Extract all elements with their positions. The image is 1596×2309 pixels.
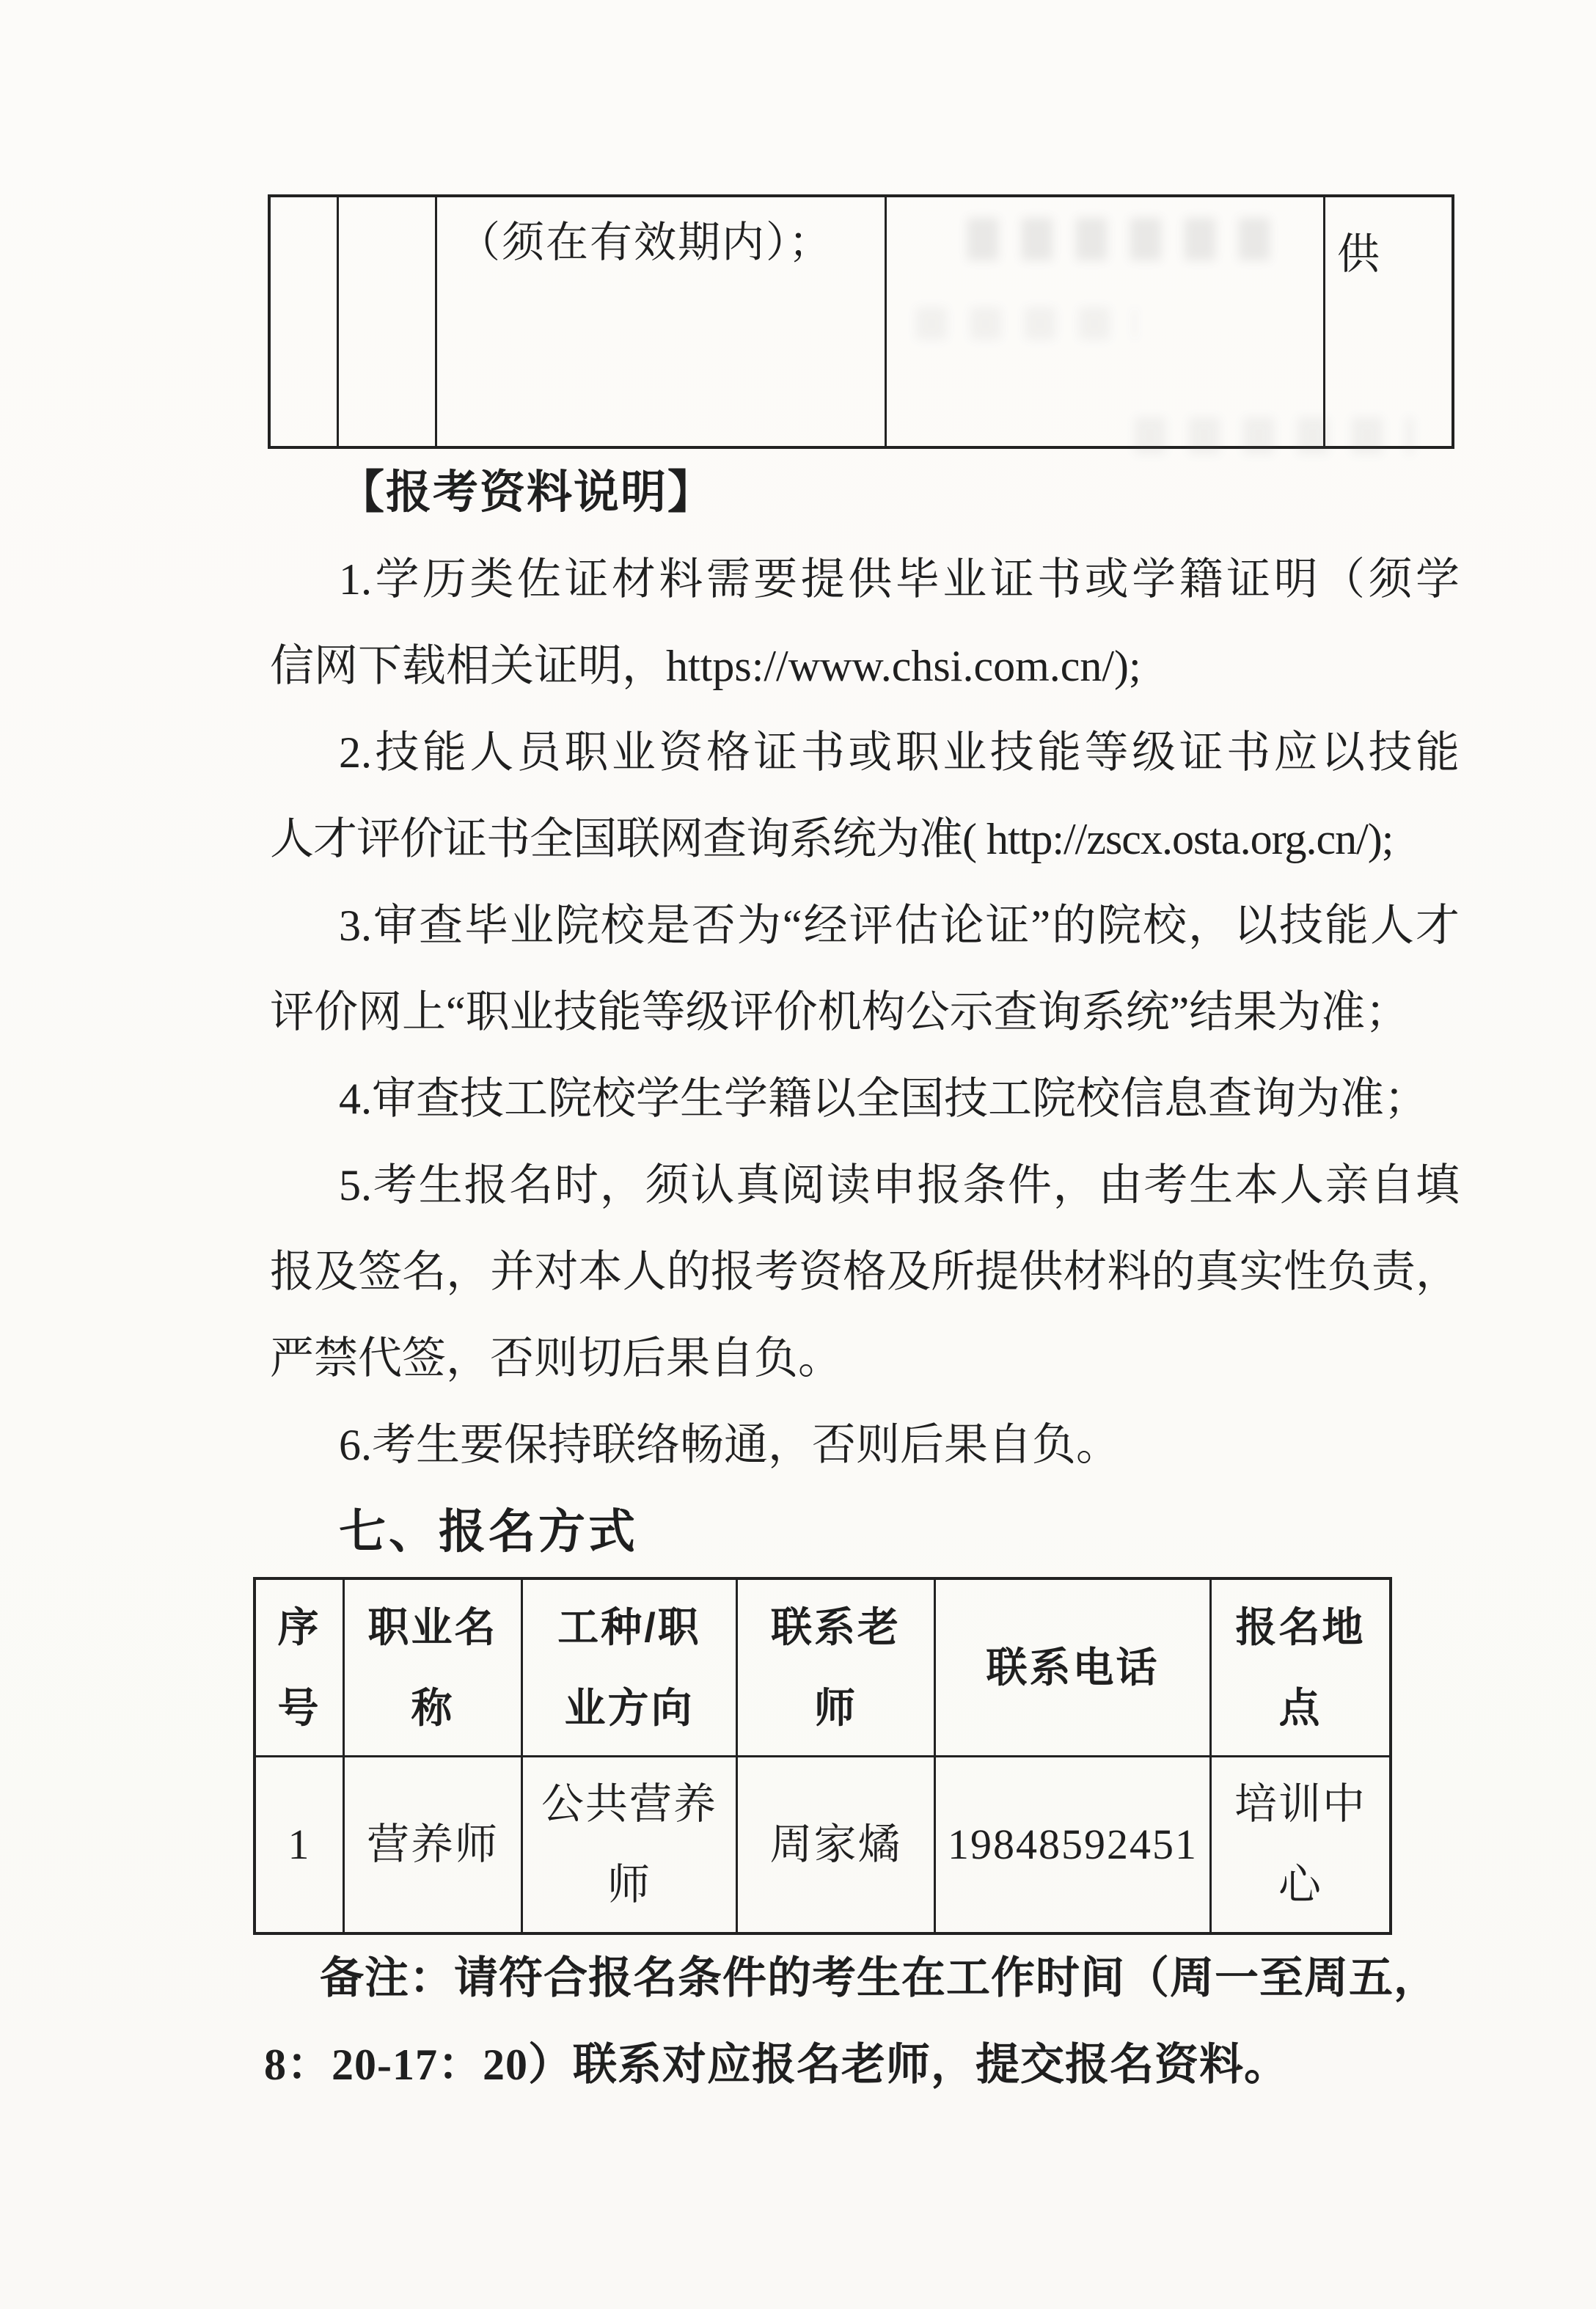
header-line: 职业名	[367, 1603, 498, 1650]
cell-value: 营养师	[366, 1821, 499, 1868]
header-cell-phone	[934, 1580, 1209, 1755]
gong-text: 供	[1337, 230, 1380, 278]
header-line: 序	[277, 1603, 321, 1650]
header-line: 报名地	[1235, 1603, 1366, 1650]
document-body	[270, 450, 1460, 1575]
body-line-11: 6.考生要保持联络畅通，否则后果自负。	[339, 1421, 1120, 1469]
cell-occupation	[343, 1757, 521, 1932]
header-line: 联系老	[771, 1603, 901, 1650]
remark-note	[264, 1935, 1467, 2108]
bleedthrough-smudge	[967, 218, 1283, 260]
body-line-9: 报及签名，并对本人的报考资格及所提供材料的真实性负责，	[270, 1248, 1460, 1296]
signup-section-heading: 七、报名方式	[339, 1505, 638, 1558]
cell-value: 心	[1278, 1861, 1322, 1909]
cell-value: 1	[288, 1821, 311, 1868]
header-line: 称	[411, 1684, 455, 1731]
header-cell-location	[1209, 1580, 1389, 1755]
body-line-8: 5.考生报名时，须认真阅读申报条件，由考生本人亲自填	[339, 1161, 1460, 1210]
header-line: 号	[277, 1684, 321, 1731]
partial-requirements-table	[268, 194, 1454, 449]
body-line-3: 2.技能人员职业资格证书或职业技能等级证书应以技能	[339, 728, 1460, 777]
table-cell-validity	[435, 197, 885, 446]
header-cell-teacher	[736, 1580, 934, 1755]
signup-table-data-row	[256, 1757, 1389, 1932]
cell-phone	[934, 1757, 1209, 1932]
cell-value: 公共营养	[541, 1780, 717, 1828]
remark-line-2: 8：20-17：20）联系对应报名老师，提交报名资料。	[264, 2041, 1289, 2089]
table-cell-empty-2	[337, 197, 435, 446]
body-line-1: 1.学历类佐证材料需要提供毕业证书或学籍证明（须学	[339, 555, 1460, 604]
table-cell-empty-1	[271, 197, 337, 446]
cell-location	[1209, 1757, 1389, 1932]
header-cell-occupation	[343, 1580, 521, 1755]
header-cell-no	[256, 1580, 343, 1755]
remark-line-1: 备注：请符合报名条件的考生在工作时间（周一至周五，	[320, 1954, 1438, 2002]
header-cell-direction	[521, 1580, 736, 1755]
cell-value: 19848592451	[948, 1821, 1198, 1868]
table-cell-empty-3	[885, 197, 1323, 446]
body-line-6: 评价网上“职业技能等级评价机构公示查询系统”结果为准；	[270, 988, 1410, 1036]
header-line: 师	[814, 1684, 857, 1731]
validity-text: （须在有效期内）；	[458, 219, 833, 266]
bleedthrough-smudge	[916, 307, 1136, 340]
body-line-7: 4.审查技工院校学生学籍以全国技工院校信息查询为准；	[339, 1075, 1428, 1123]
cell-value: 培训中	[1234, 1780, 1366, 1828]
signup-table	[253, 1577, 1392, 1935]
body-line-4: 人才评价证书全国联网查询系统为准( http://zscx.osta.org.cn/);	[270, 815, 1394, 863]
cell-no	[256, 1757, 343, 1932]
signup-table-header-row	[256, 1580, 1389, 1757]
header-line: 业方向	[564, 1684, 695, 1731]
header-line: 点	[1278, 1684, 1322, 1731]
materials-heading: 【报考资料说明】	[339, 467, 715, 518]
cell-value: 师	[607, 1861, 651, 1909]
cell-value: 周家燏	[769, 1821, 902, 1868]
cell-direction	[521, 1757, 736, 1932]
body-line-2: 信网下载相关证明，https://www.chsi.com.cn/);	[270, 642, 1141, 690]
header-line: 工种/职	[557, 1603, 701, 1650]
bleedthrough-smudge	[1135, 417, 1413, 454]
header-line: 联系电话	[986, 1644, 1160, 1691]
cell-teacher	[736, 1757, 934, 1932]
body-line-5: 3.审查毕业院校是否为“经评估论证”的院校，以技能人才	[339, 901, 1460, 950]
body-line-10: 严禁代签，否则切后果自负。	[270, 1334, 842, 1383]
table-cell-gong	[1323, 197, 1452, 446]
